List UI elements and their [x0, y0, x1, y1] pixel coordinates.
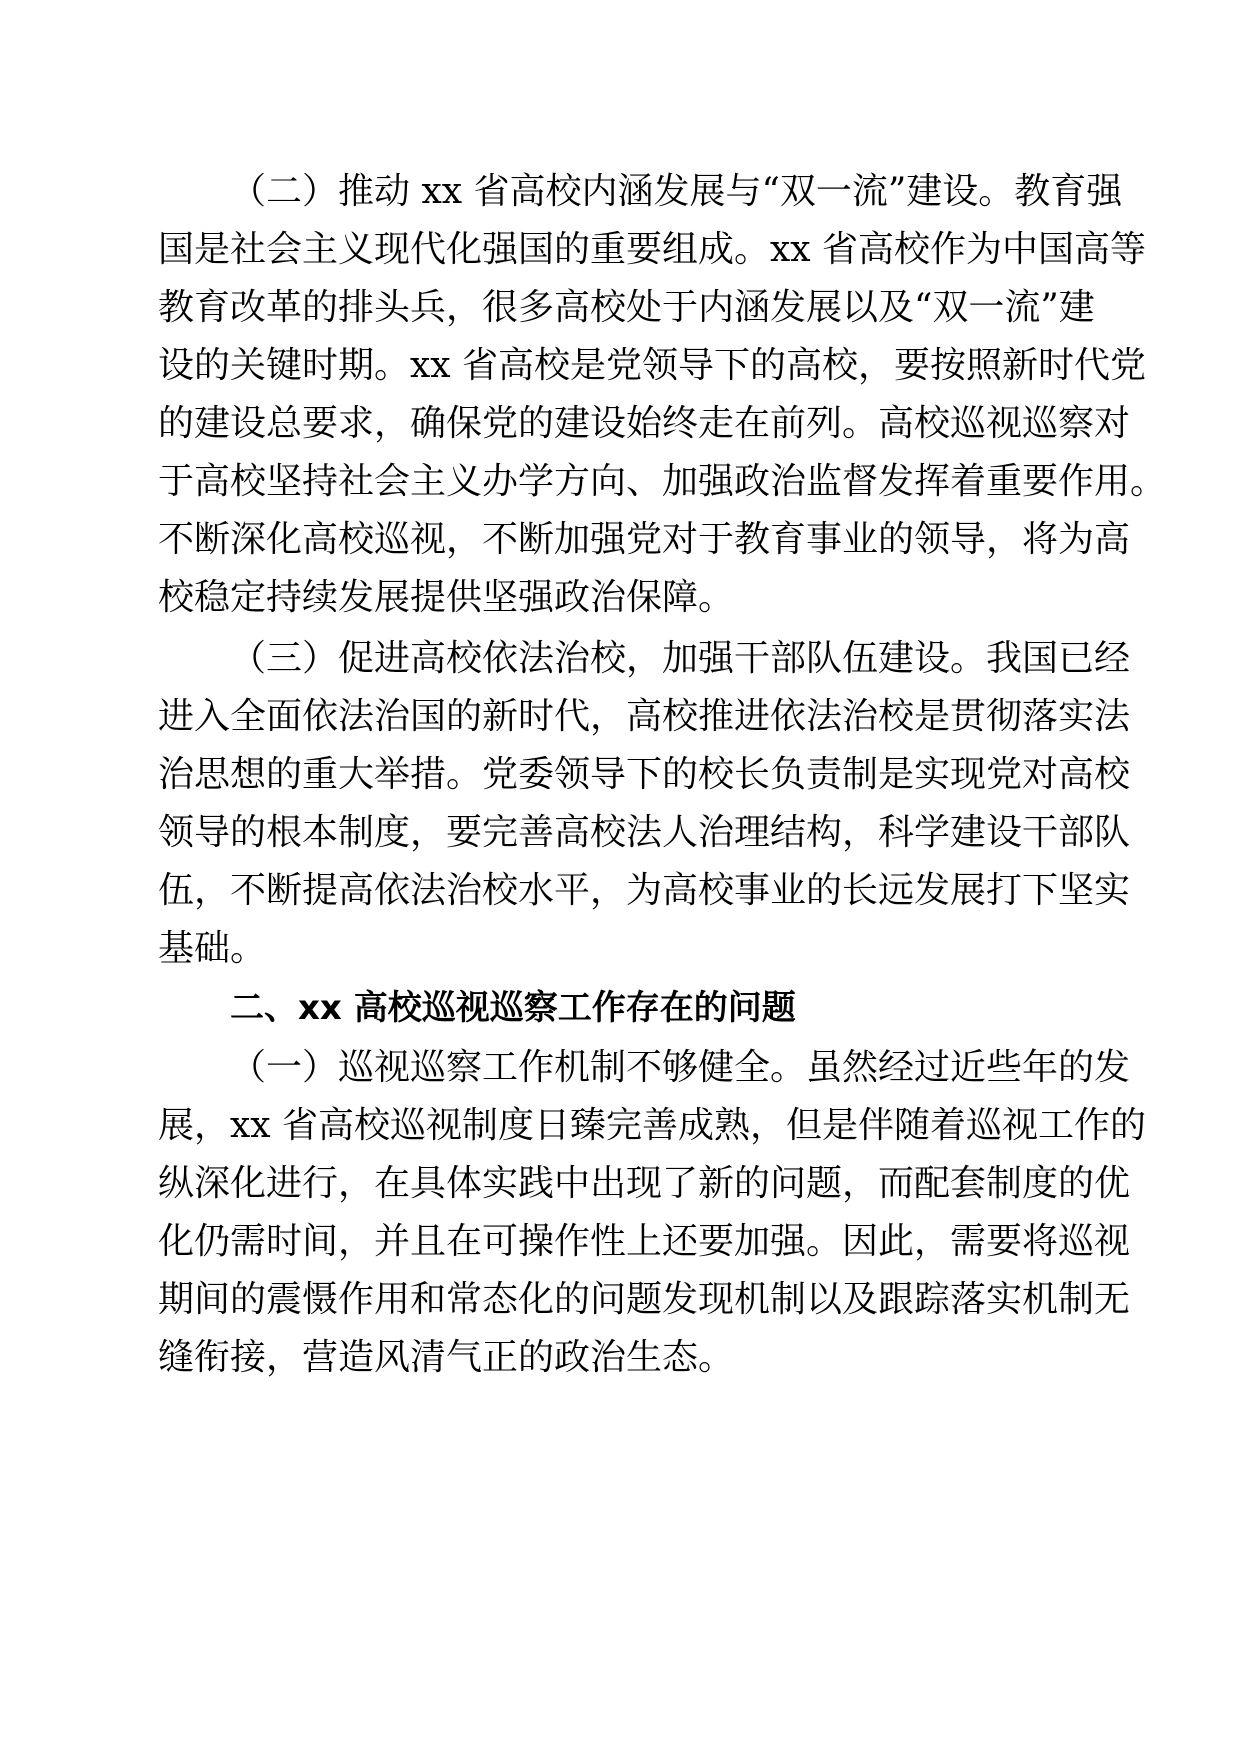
paragraph-line: 不断深化高校巡视，不断加强党对于教育事业的领导，将为高	[158, 519, 1131, 560]
paragraph-line: 于高校坚持社会主义办学方向、加强政治监督发挥着重要作用。	[158, 461, 1167, 502]
paragraph-line: 期间的震慑作用和常态化的问题发现机制以及跟踪落实机制无	[158, 1279, 1131, 1320]
paragraph-line: 缝衔接，营造风清气正的政治生态。	[158, 1337, 735, 1378]
paragraph-line: 国是社会主义现代化强国的重要组成。xx 省高校作为中国高等	[158, 229, 1147, 270]
paragraph-line: 展，xx 省高校巡视制度日臻完善成熟，但是伴随着巡视工作的	[158, 1105, 1147, 1146]
paragraph-line: 基础。	[158, 928, 267, 969]
paragraph-line: 进入全面依法治国的新时代，高校推进依法治校是贯彻落实法	[158, 696, 1131, 737]
paragraph-line: 治思想的重大举措。党委领导下的校长负责制是实现党对高校	[158, 754, 1131, 795]
paragraph-line: 设的关键时期。xx 省高校是党领导下的高校，要按照新时代党	[158, 345, 1147, 386]
paragraph-line: 校稳定持续发展提供坚强政治保障。	[158, 577, 735, 618]
paragraph-line: 纵深化进行，在具体实践中出现了新的问题，而配套制度的优	[158, 1163, 1131, 1204]
paragraph-line: 伍，不断提高依法治校水平，为高校事业的长远发展打下坚实	[158, 870, 1131, 911]
paragraph-line: 的建设总要求，确保党的建设始终走在前列。高校巡视巡察对	[158, 403, 1131, 444]
paragraph-line: （二）推动 xx 省高校内涵发展与“双一流”建设。教育强	[230, 171, 1123, 212]
paragraph-line: 教育改革的排头兵，很多高校处于内涵发展以及“双一流”建	[158, 287, 1095, 328]
paragraph-line: 领导的根本制度，要完善高校法人治理结构，科学建设干部队	[158, 812, 1131, 853]
section-heading: 二、xx 高校巡视巡察工作存在的问题	[230, 988, 796, 1028]
paragraph-line: （一）巡视巡察工作机制不够健全。虽然经过近些年的发	[230, 1047, 1131, 1088]
paragraph-line: 化仍需时间，并且在可操作性上还要加强。因此，需要将巡视	[158, 1221, 1131, 1262]
paragraph-line: （三）促进高校依法治校，加强干部队伍建设。我国已经	[230, 638, 1131, 679]
